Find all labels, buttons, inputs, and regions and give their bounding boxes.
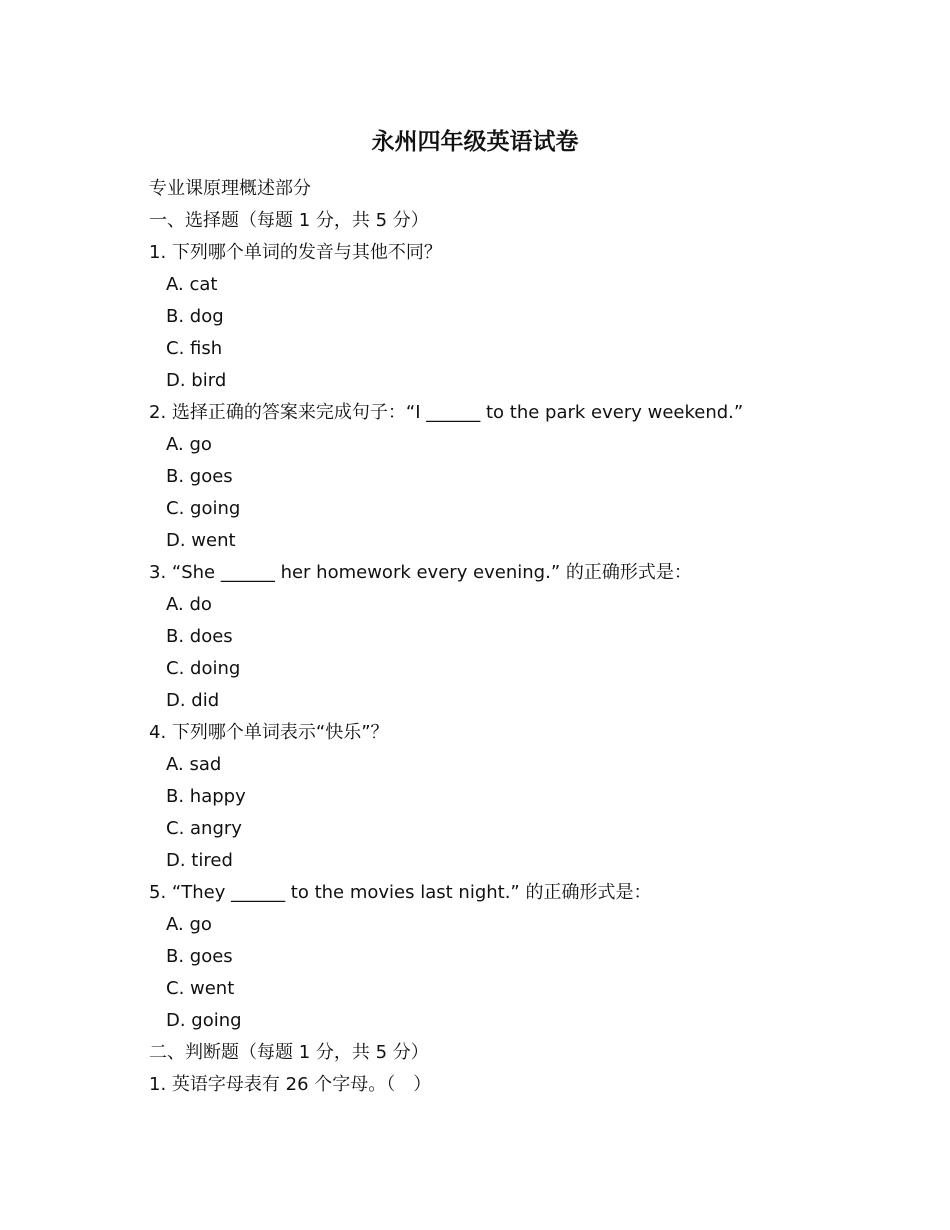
option-a: A. go	[166, 434, 212, 455]
question-text: 4. 下列哪个单词表示“快乐”？	[149, 722, 389, 743]
option-b: B. goes	[166, 466, 233, 487]
option-a: A. do	[166, 594, 212, 615]
question-4	[149, 717, 849, 877]
option-c: C. doing	[166, 658, 241, 679]
option-b: B. happy	[166, 786, 246, 807]
option-a: A. sad	[166, 754, 222, 775]
option-c: C. angry	[166, 818, 242, 839]
question-text: 1. 下列哪个单词的发音与其他不同？	[149, 242, 442, 263]
option-a: A. cat	[166, 274, 218, 295]
question-5	[149, 877, 849, 1037]
question-text: 3. “She ______ her homework every evening.” 的正确形式是：	[149, 562, 692, 583]
option-d: D. did	[166, 690, 220, 711]
option-a: A. go	[166, 914, 212, 935]
page-title: 永州四年级英语试卷	[371, 129, 579, 155]
document-body	[149, 173, 849, 1101]
option-d: D. going	[166, 1010, 242, 1031]
option-c: C. went	[166, 978, 235, 999]
question-text: 5. “They ______ to the movies last night.” 的正确形式是：	[149, 882, 652, 903]
subtitle: 专业课原理概述部分	[149, 178, 311, 199]
option-b: B. dog	[166, 306, 224, 327]
option-c: C. going	[166, 498, 241, 519]
section-heading-choice: 一、选择题（每题 1 分，共 5 分）	[149, 210, 429, 231]
section-heading-true-false: 二、判断题（每题 1 分，共 5 分）	[149, 1042, 429, 1063]
option-d: D. bird	[166, 370, 227, 391]
question-1	[149, 237, 849, 397]
true-false-question-1: 1. 英语字母表有 26 个字母。（ ）	[149, 1074, 432, 1095]
option-d: D. went	[166, 530, 236, 551]
option-b: B. does	[166, 626, 233, 647]
option-b: B. goes	[166, 946, 233, 967]
option-d: D. tired	[166, 850, 233, 871]
question-2	[149, 397, 849, 557]
question-text: 2. 选择正确的答案来完成句子：“I ______ to the park every weekend.”	[149, 402, 744, 423]
question-3	[149, 557, 849, 717]
option-c: C. fish	[166, 338, 223, 359]
